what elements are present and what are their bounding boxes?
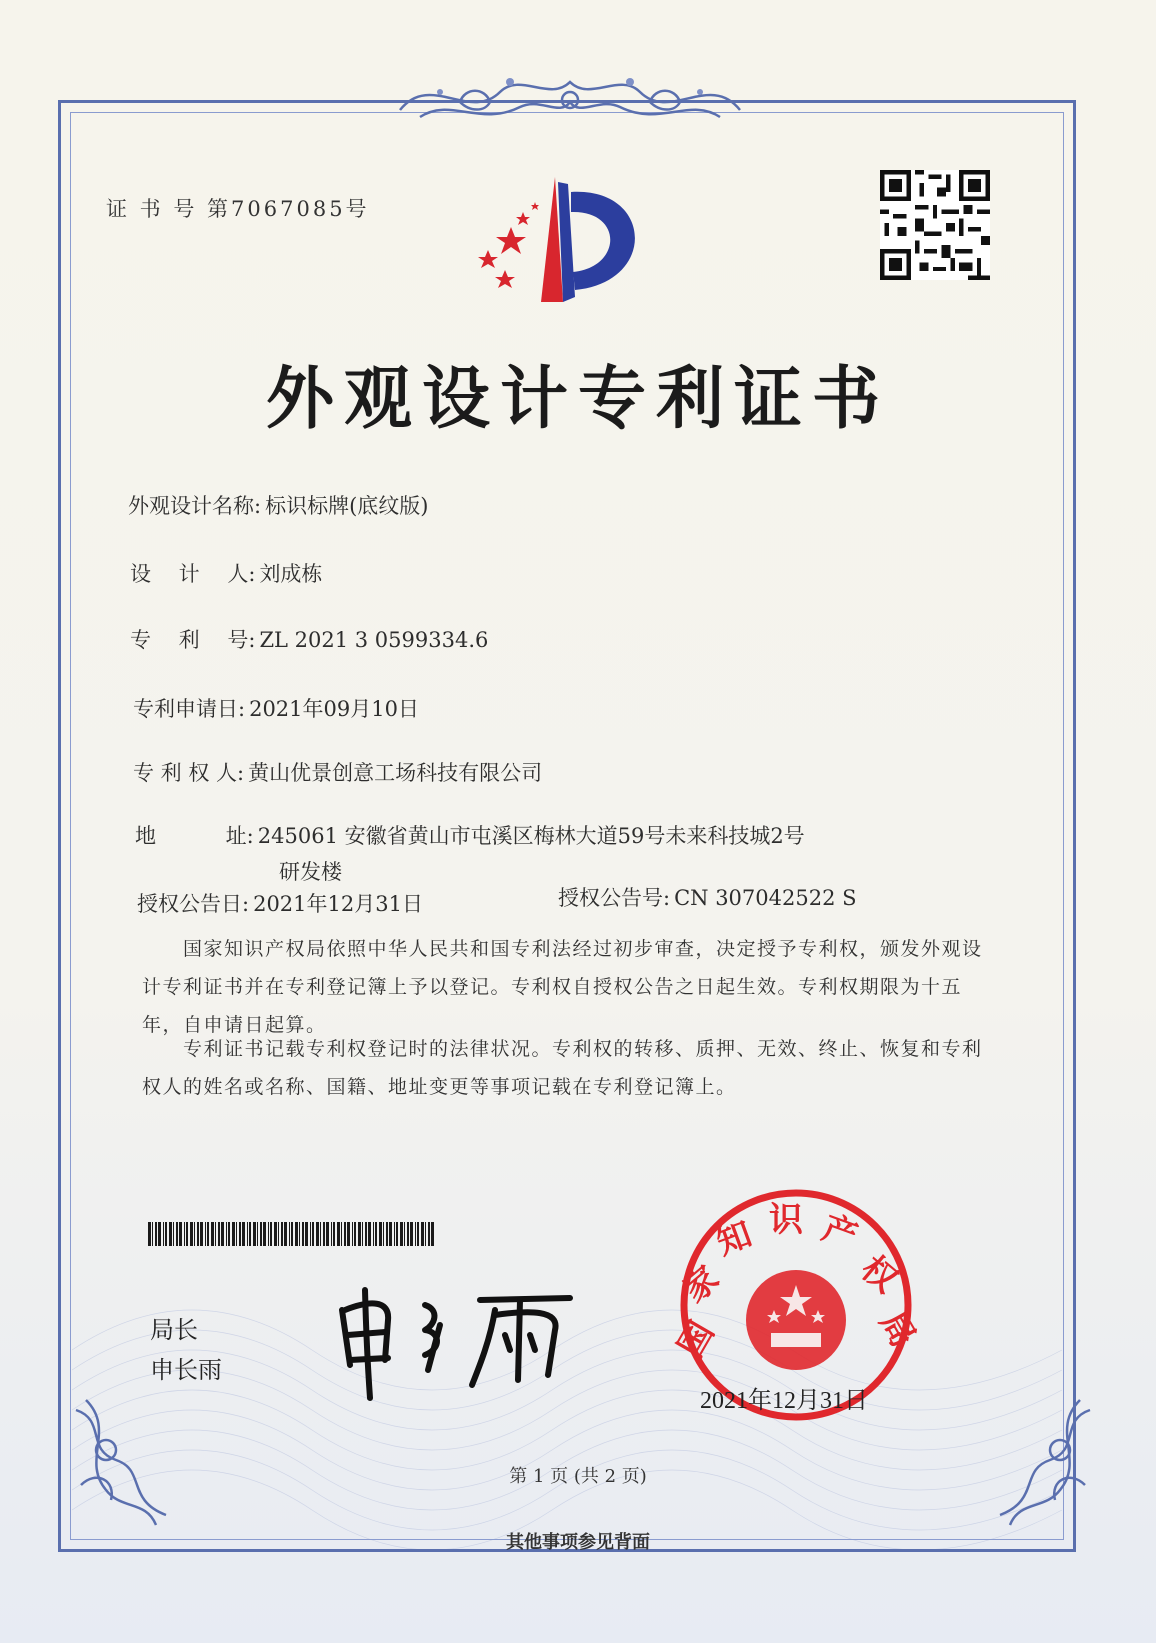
- director-block: [150, 1310, 222, 1390]
- address-row: [135, 818, 805, 890]
- address-value-line1: 245061 安徽省黄山市屯溪区梅林大道59号未来科技城2号: [257, 824, 805, 848]
- cnipa-emblem-icon: [463, 172, 663, 307]
- patent-number-label: 专 利 号:: [130, 628, 256, 652]
- design-name-label: 外观设计名称:: [128, 494, 262, 518]
- designer-value: 刘成栋: [259, 562, 323, 586]
- grant-number-value: CN 307042522 S: [674, 886, 857, 910]
- top-ornament-icon: [390, 62, 750, 132]
- patentee-label: 专 利 权 人:: [133, 761, 245, 785]
- svg-text:局: 局: [871, 1304, 924, 1355]
- legal-paragraph-2: 专利证书记载专利权登记时的法律状况。专利权的转移、质押、无效、终止、恢复和专利权人的姓名或名称、国籍、地址变更等事项记载在专利登记簿上。: [142, 1038, 983, 1098]
- grant-date-value: 2021年12月31日: [253, 892, 423, 916]
- barcode-icon: [148, 1222, 433, 1246]
- grant-date-label: 授权公告日:: [137, 892, 250, 916]
- patentee-value: 黄山优景创意工场科技有限公司: [248, 761, 543, 785]
- application-date-row: [133, 693, 419, 723]
- svg-text:权: 权: [853, 1248, 905, 1301]
- application-date-value: 2021年09月10日: [249, 697, 419, 721]
- designer-row: [130, 558, 322, 588]
- back-note: 其他事项参见背面: [506, 1532, 650, 1553]
- svg-text:产: 产: [816, 1208, 863, 1258]
- director-title: 局长: [150, 1316, 198, 1344]
- certificate-title: 外观设计专利证书: [265, 360, 890, 439]
- design-name-row: [128, 490, 428, 520]
- grant-number-label: 授权公告号:: [558, 886, 671, 910]
- patentee-row: [133, 757, 542, 787]
- patent-number-value: ZL 2021 3 0599334.6: [259, 628, 489, 652]
- application-date-label: 专利申请日:: [133, 697, 246, 721]
- grant-number-row: [558, 882, 857, 912]
- qr-code-icon: [880, 170, 990, 280]
- svg-text:识: 识: [769, 1200, 803, 1240]
- director-name: 申长雨: [150, 1356, 222, 1384]
- svg-text:家: 家: [675, 1258, 727, 1311]
- corner-ornament-icon: [980, 1390, 1100, 1530]
- svg-text:国: 国: [670, 1314, 723, 1365]
- corner-ornament-icon: [66, 1390, 186, 1530]
- design-name-value: 标识标牌(底纹版): [265, 494, 429, 518]
- page-number: 第 1 页 (共 2 页): [509, 1466, 647, 1487]
- patent-number-row: [130, 624, 488, 654]
- designer-label: 设 计 人:: [130, 562, 256, 586]
- address-value-line2: 研发楼: [279, 860, 342, 884]
- legal-paragraph-1: 国家知识产权局依照中华人民共和国专利法经过初步审查，决定授予专利权，颁发外观设计专利证书并在专利登记簿上予以登记。专利权自授权公告之日起生效。专利权期限为十五年，自申请日起算。: [142, 938, 983, 1036]
- director-signature: [330, 1270, 580, 1400]
- certificate-number: 证 书 号 第7067085号: [106, 197, 370, 221]
- seal-date: 2021年12月31日: [700, 1388, 868, 1414]
- address-label: 地 址:: [135, 824, 254, 848]
- svg-text:知: 知: [711, 1214, 758, 1264]
- grant-date-row: [137, 888, 423, 918]
